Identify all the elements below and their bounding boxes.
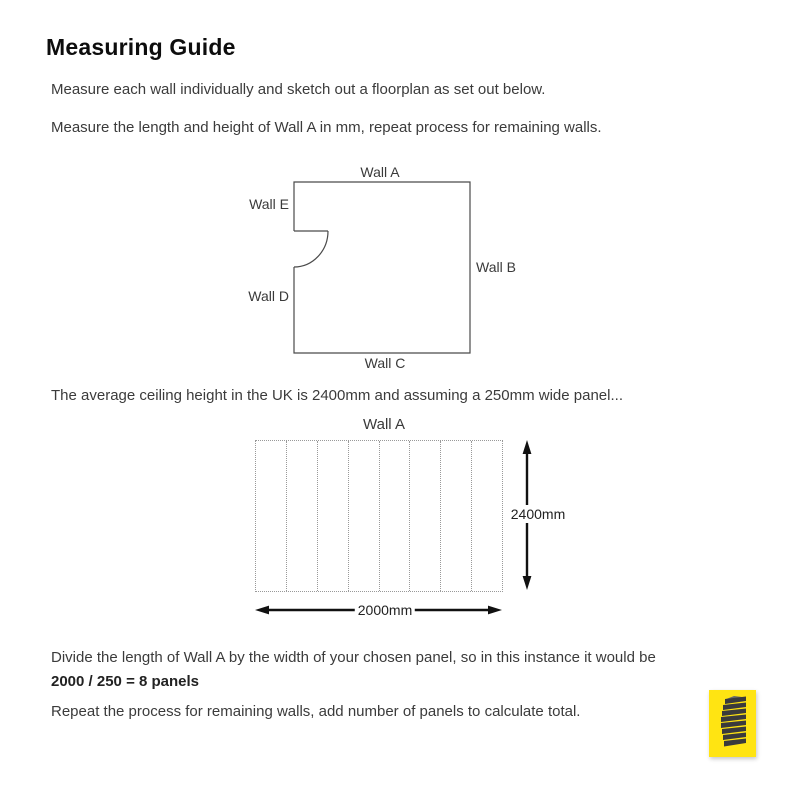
width-arrow-head-left <box>255 606 269 615</box>
floorplan-label-wall-a: Wall A <box>360 164 400 180</box>
dimension-arrows <box>240 430 580 625</box>
panel-diagram-title: Wall A <box>363 416 405 433</box>
floorplan-diagram <box>230 160 540 375</box>
divide-instruction: Divide the length of Wall A by the width of your chosen panel, so in this instance it would be <box>51 649 656 666</box>
panel-formula: 2000 / 250 = 8 panels <box>51 673 200 690</box>
brand-logo <box>709 690 756 757</box>
floorplan-walls <box>294 182 470 353</box>
intro-line-1: Measure each wall individually and sketch out a floorplan as set out below. <box>51 81 546 98</box>
height-arrow-head-up <box>523 440 532 454</box>
height-arrow-head-down <box>523 576 532 590</box>
repeat-instruction: Repeat the process for remaining walls, add number of panels to calculate total. <box>51 703 581 720</box>
floorplan-label-wall-d: Wall D <box>248 288 289 304</box>
floorplan-label-wall-b: Wall B <box>476 259 516 275</box>
floorplan-label-wall-c: Wall C <box>364 355 406 371</box>
page-title: Measuring Guide <box>46 34 236 60</box>
width-dimension-label: 2000mm <box>355 601 415 619</box>
intro-line-2: Measure the length and height of Wall A in mm, repeat process for remaining walls. <box>51 119 602 136</box>
floorplan-label-wall-e: Wall E <box>249 196 289 212</box>
floorplan-door-arc <box>294 231 328 267</box>
ceiling-note: The average ceiling height in the UK is 2400mm and assuming a 250mm wide panel... <box>51 387 623 404</box>
height-dimension-label: 2400mm <box>508 505 568 523</box>
width-arrow-head-right <box>488 606 502 615</box>
stacked-panels-icon <box>709 690 756 757</box>
